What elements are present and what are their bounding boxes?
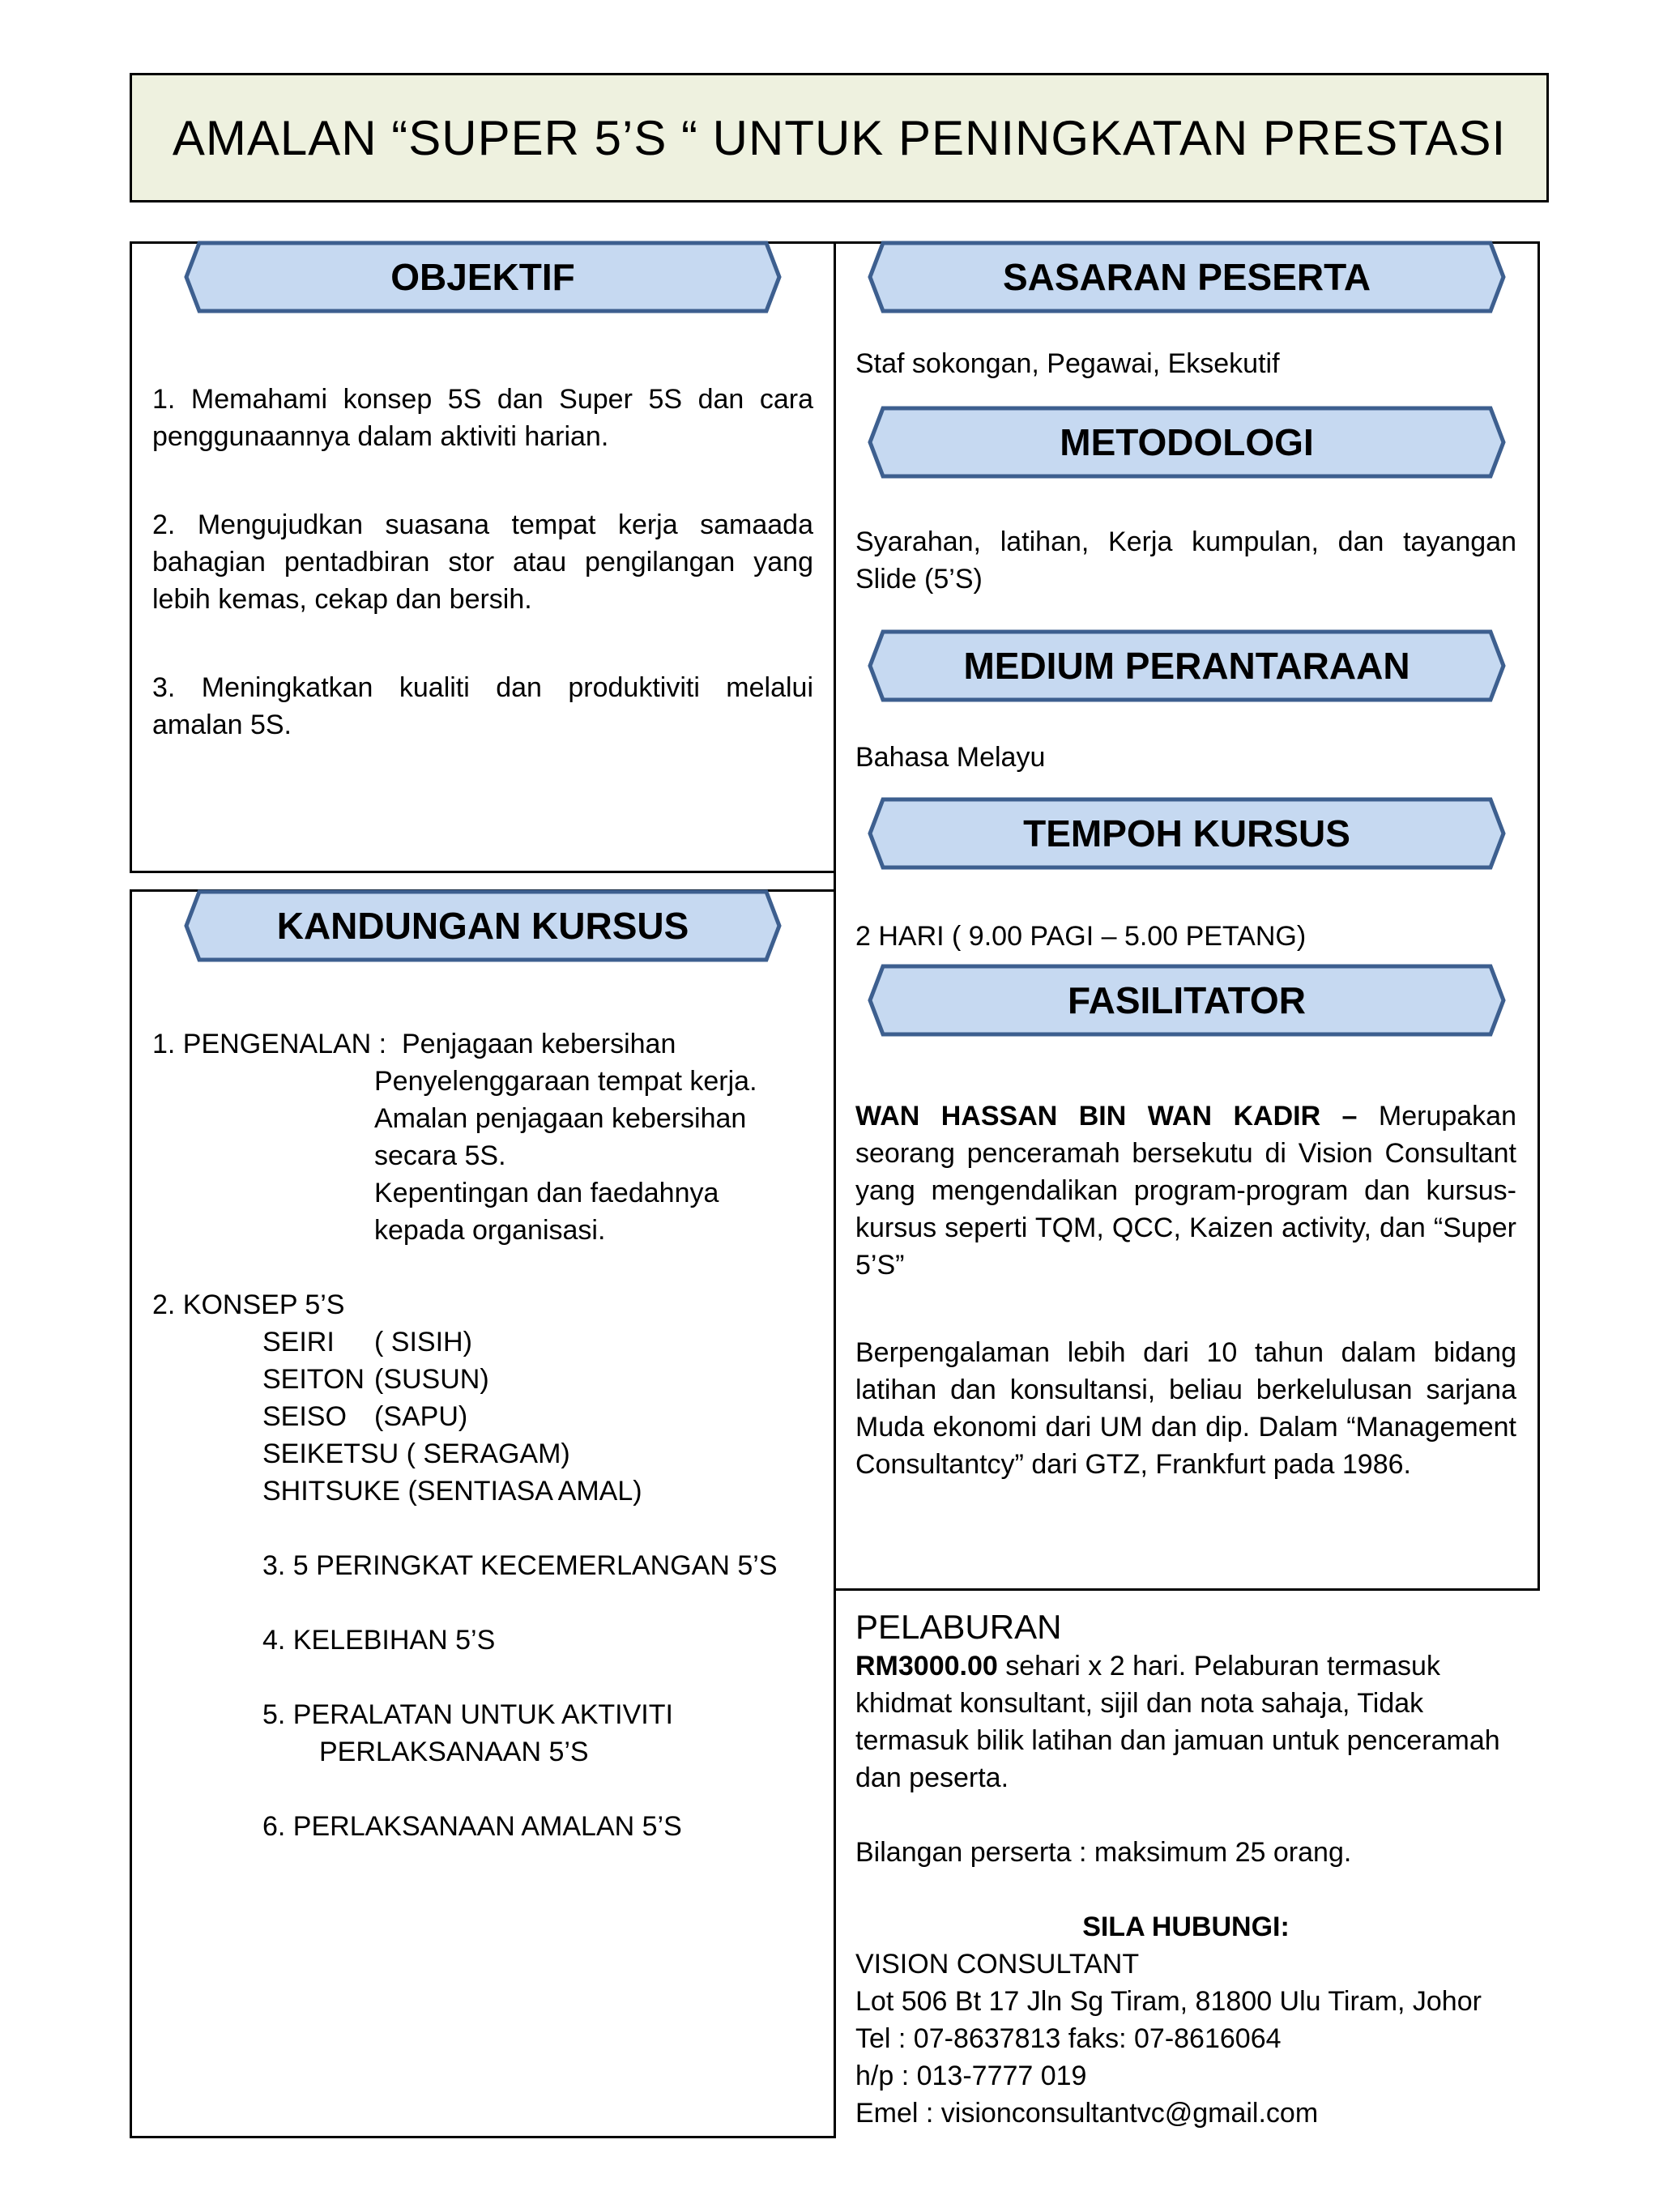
metodologi-banner [867, 405, 1507, 479]
title-box [130, 73, 1549, 202]
konsep-label: 2. KONSEP 5’S [152, 1289, 345, 1320]
konsep-term: SEIRI [262, 1327, 335, 1357]
kandungan-banner [183, 889, 783, 963]
kandungan-item-4: 4. KELEBIHAN 5’S [262, 1625, 496, 1656]
hubungi-address: Lot 506 Bt 17 Jln Sg Tiram, 81800 Ulu Tiram, Johor [855, 1986, 1482, 2017]
hubungi-company: VISION CONSULTANT [855, 1949, 1140, 1980]
pelaburan-heading: PELABURAN [855, 1608, 1062, 1646]
sasaran-heading: SASARAN PESERTA [1002, 256, 1371, 298]
hubungi-heading: SILA HUBUNGI: [1082, 1912, 1290, 1942]
konsep-row [262, 1323, 817, 1361]
tempoh-text: 2 HARI ( 9.00 PAGI – 5.00 PETANG) [855, 921, 1307, 952]
tempoh-banner [867, 796, 1507, 871]
konsep-meaning: (SUSUN) [374, 1364, 489, 1395]
pengenalan-section [152, 1025, 817, 1249]
pelaburan-desc: RM3000.00 sehari x 2 hari. Pelaburan termasuk khidmat konsultant, sijil dan nota sahaja, Tidak termasuk bilik latihan dan jamuan untuk penceramah dan peserta. [855, 1651, 1500, 1793]
kandungan-item-5-cont: PERLAKSANAAN 5’S [319, 1737, 589, 1767]
pelaburan-amount: RM3000.00 [855, 1651, 998, 1681]
objektif-item-1: 1. Memahami konsep 5S dan Super 5S dan cara penggunaannya dalam aktiviti harian. [152, 384, 813, 452]
fasilitator-banner [867, 963, 1507, 1038]
konsep-row [262, 1361, 817, 1398]
hubungi-tel: Tel : 07-8637813 faks: 07-8616064 [855, 2023, 1282, 2054]
pengenalan-line: secara 5S. [374, 1140, 506, 1171]
konsep-meaning: ( SISIH) [374, 1327, 472, 1357]
konsep-meaning: (SAPU) [374, 1401, 468, 1432]
fasilitator-heading: FASILITATOR [1068, 979, 1306, 1021]
pengenalan-line: kepada organisasi. [374, 1215, 606, 1246]
objektif-item-2: 2. Mengujudkan suasana tempat kerja samaada bahagian pentadbiran stor atau pengilangan yang lebih kemas, cekap dan bersih. [152, 509, 813, 615]
tempoh-heading: TEMPOH KURSUS [1023, 812, 1350, 855]
konsep-row [262, 1398, 817, 1435]
pelaburan-bilangan: Bilangan perserta : maksimum 25 orang. [855, 1837, 1352, 1868]
konsep-row: SEIKETSU ( SERAGAM) [262, 1438, 570, 1469]
konsep-list [152, 1323, 817, 1845]
pengenalan-line: Kepentingan dan faedahnya [374, 1178, 719, 1208]
medium-text: Bahasa Melayu [855, 742, 1046, 773]
kandungan-item-5: 5. PERALATAN UNTUK AKTIVITI [262, 1699, 673, 1730]
page-title: AMALAN “SUPER 5’S “ UNTUK PENINGKATAN PRESTASI [172, 110, 1507, 165]
objektif-list [152, 381, 813, 795]
pengenalan-line: Amalan penjagaan kebersihan [374, 1103, 747, 1134]
hubungi-email: Emel : visionconsultantvc@gmail.com [855, 2098, 1319, 2129]
kandungan-item-3: 3. 5 PERINGKAT KECEMERLANGAN 5’S [262, 1550, 778, 1581]
kandungan-heading: KANDUNGAN KURSUS [276, 905, 689, 947]
konsep-row: SHITSUKE (SENTIASA AMAL) [262, 1476, 642, 1507]
pengenalan-line: Penjagaan kebersihan [402, 1029, 676, 1059]
medium-heading: MEDIUM PERANTARAAN [963, 645, 1410, 687]
fasilitator-name: WAN HASSAN BIN WAN KADIR – [855, 1101, 1358, 1132]
pelaburan-section [855, 1607, 1536, 2132]
objektif-heading: OBJEKTIF [390, 256, 575, 298]
metodologi-heading: METODOLOGI [1060, 421, 1314, 463]
pengenalan-label: 1. PENGENALAN : [152, 1029, 387, 1059]
objektif-item-3: 3. Meningkatkan kualiti dan produktiviti melalui amalan 5S. [152, 672, 813, 740]
konsep-term: SEITON [262, 1364, 365, 1395]
fasilitator-experience: Berpengalaman lebih dari 10 tahun dalam bidang latihan dan konsultansi, beliau berkelulusan sarjana Muda ekonomi dari UM dan dip. Dalam “Management Consultantcy” dari GTZ, Frankfurt pada 1986. [855, 1337, 1516, 1480]
kandungan-item-6: 6. PERLAKSANAAN AMALAN 5’S [262, 1811, 682, 1842]
konsep-term: SEISO [262, 1401, 347, 1432]
metodologi-text: Syarahan, latihan, Kerja kumpulan, dan tayangan Slide (5’S) [855, 526, 1516, 595]
fasilitator-bio [855, 1097, 1516, 1284]
medium-banner [867, 629, 1507, 703]
pengenalan-line: Penyelenggaraan tempat kerja. [374, 1066, 757, 1097]
hubungi-hp: h/p : 013-7777 019 [855, 2061, 1087, 2091]
sasaran-banner [867, 240, 1507, 314]
sasaran-text: Staf sokongan, Pegawai, Eksekutif [855, 348, 1280, 379]
fasilitator-desc: Merupakan seorang penceramah bersekutu di Vision Consultant yang mengendalikan program-program dan kursus-kursus seperti TQM, QCC, Kaizen activity, dan “Super 5’S” [855, 1101, 1516, 1281]
objektif-banner [183, 240, 783, 314]
kandungan-content [152, 1025, 817, 1845]
